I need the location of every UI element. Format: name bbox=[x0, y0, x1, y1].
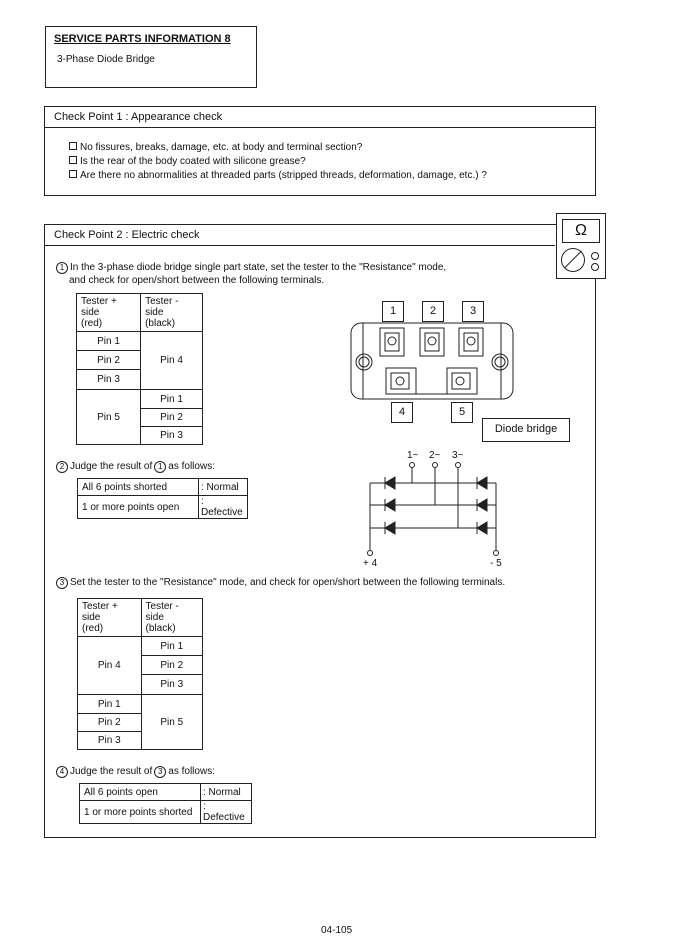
diode-bridge-label: Diode bridge bbox=[482, 418, 570, 442]
title-box bbox=[45, 26, 257, 88]
check-point-1 bbox=[44, 106, 596, 196]
jack-icon bbox=[591, 252, 599, 260]
pin-label-1: 1 bbox=[382, 301, 404, 322]
step-2-text: 2 Judge the result of 1 as follows: bbox=[56, 461, 215, 473]
checkbox-icon bbox=[69, 156, 77, 164]
ohm-display: Ω bbox=[562, 219, 600, 243]
ac-label-1: 1~ bbox=[407, 450, 419, 461]
cp1-item: Are there no abnormalities at threaded parts (stripped threads, deformation, damage, etc.) ? bbox=[69, 169, 487, 183]
ac-label-2: 2~ bbox=[429, 450, 441, 461]
step-3-text: 3 Set the tester to the "Resistance" mode, and check for open/short between the following terminals. bbox=[56, 577, 505, 589]
pin-label-2: 2 bbox=[422, 301, 444, 322]
minus-terminal-label: - 5 bbox=[490, 558, 502, 569]
dial-icon bbox=[561, 248, 585, 272]
cp2-title: Check Point 2 : Electric check bbox=[45, 225, 555, 246]
jack-icon bbox=[591, 263, 599, 271]
tester-icon bbox=[556, 213, 606, 279]
step-4-text: 4 Judge the result of 3 as follows: bbox=[56, 766, 215, 778]
page-number: 04-105 bbox=[321, 925, 353, 936]
step-number: 1 bbox=[56, 262, 68, 274]
test-table-1: Tester + side (red) Tester - side (black) Pin 1 Pin 4 Pin 2 Pin 3 Pin 5 Pin 1 Pin 2 Pin 3 bbox=[76, 293, 203, 445]
pin-label-5: 5 bbox=[451, 402, 473, 423]
page-title: SERVICE PARTS INFORMATION 8 bbox=[54, 33, 231, 45]
test-table-2: Tester + side (red) Tester - side (black) Pin 4 Pin 1 Pin 2 Pin 3 Pin 1 Pin 5 Pin 2 Pin 3 bbox=[77, 598, 203, 750]
pin-label-4: 4 bbox=[391, 402, 413, 423]
ac-label-3: 3~ bbox=[452, 450, 464, 461]
judge-table-1: All 6 points shorted : Normal 1 or more points open : Defective bbox=[77, 478, 248, 519]
plus-terminal-label: + 4 bbox=[363, 558, 378, 569]
pin-label-3: 3 bbox=[462, 301, 484, 322]
cp1-title: Check Point 1 : Appearance check bbox=[45, 107, 595, 128]
cp1-item: Is the rear of the body coated with silicone grease? bbox=[69, 155, 487, 169]
checkbox-icon bbox=[69, 142, 77, 150]
judge-table-2: All 6 points open : Normal 1 or more points shorted : Defective bbox=[79, 783, 252, 824]
page-subtitle: 3-Phase Diode Bridge bbox=[57, 54, 155, 65]
cp1-item: No fissures, breaks, damage, etc. at body and terminal section? bbox=[69, 141, 487, 155]
step-1-text: 1 In the 3-phase diode bridge single part state, set the tester to the "Resistance" mode, and check for open/short between the following terminals. bbox=[56, 261, 446, 287]
checkbox-icon bbox=[69, 170, 77, 178]
